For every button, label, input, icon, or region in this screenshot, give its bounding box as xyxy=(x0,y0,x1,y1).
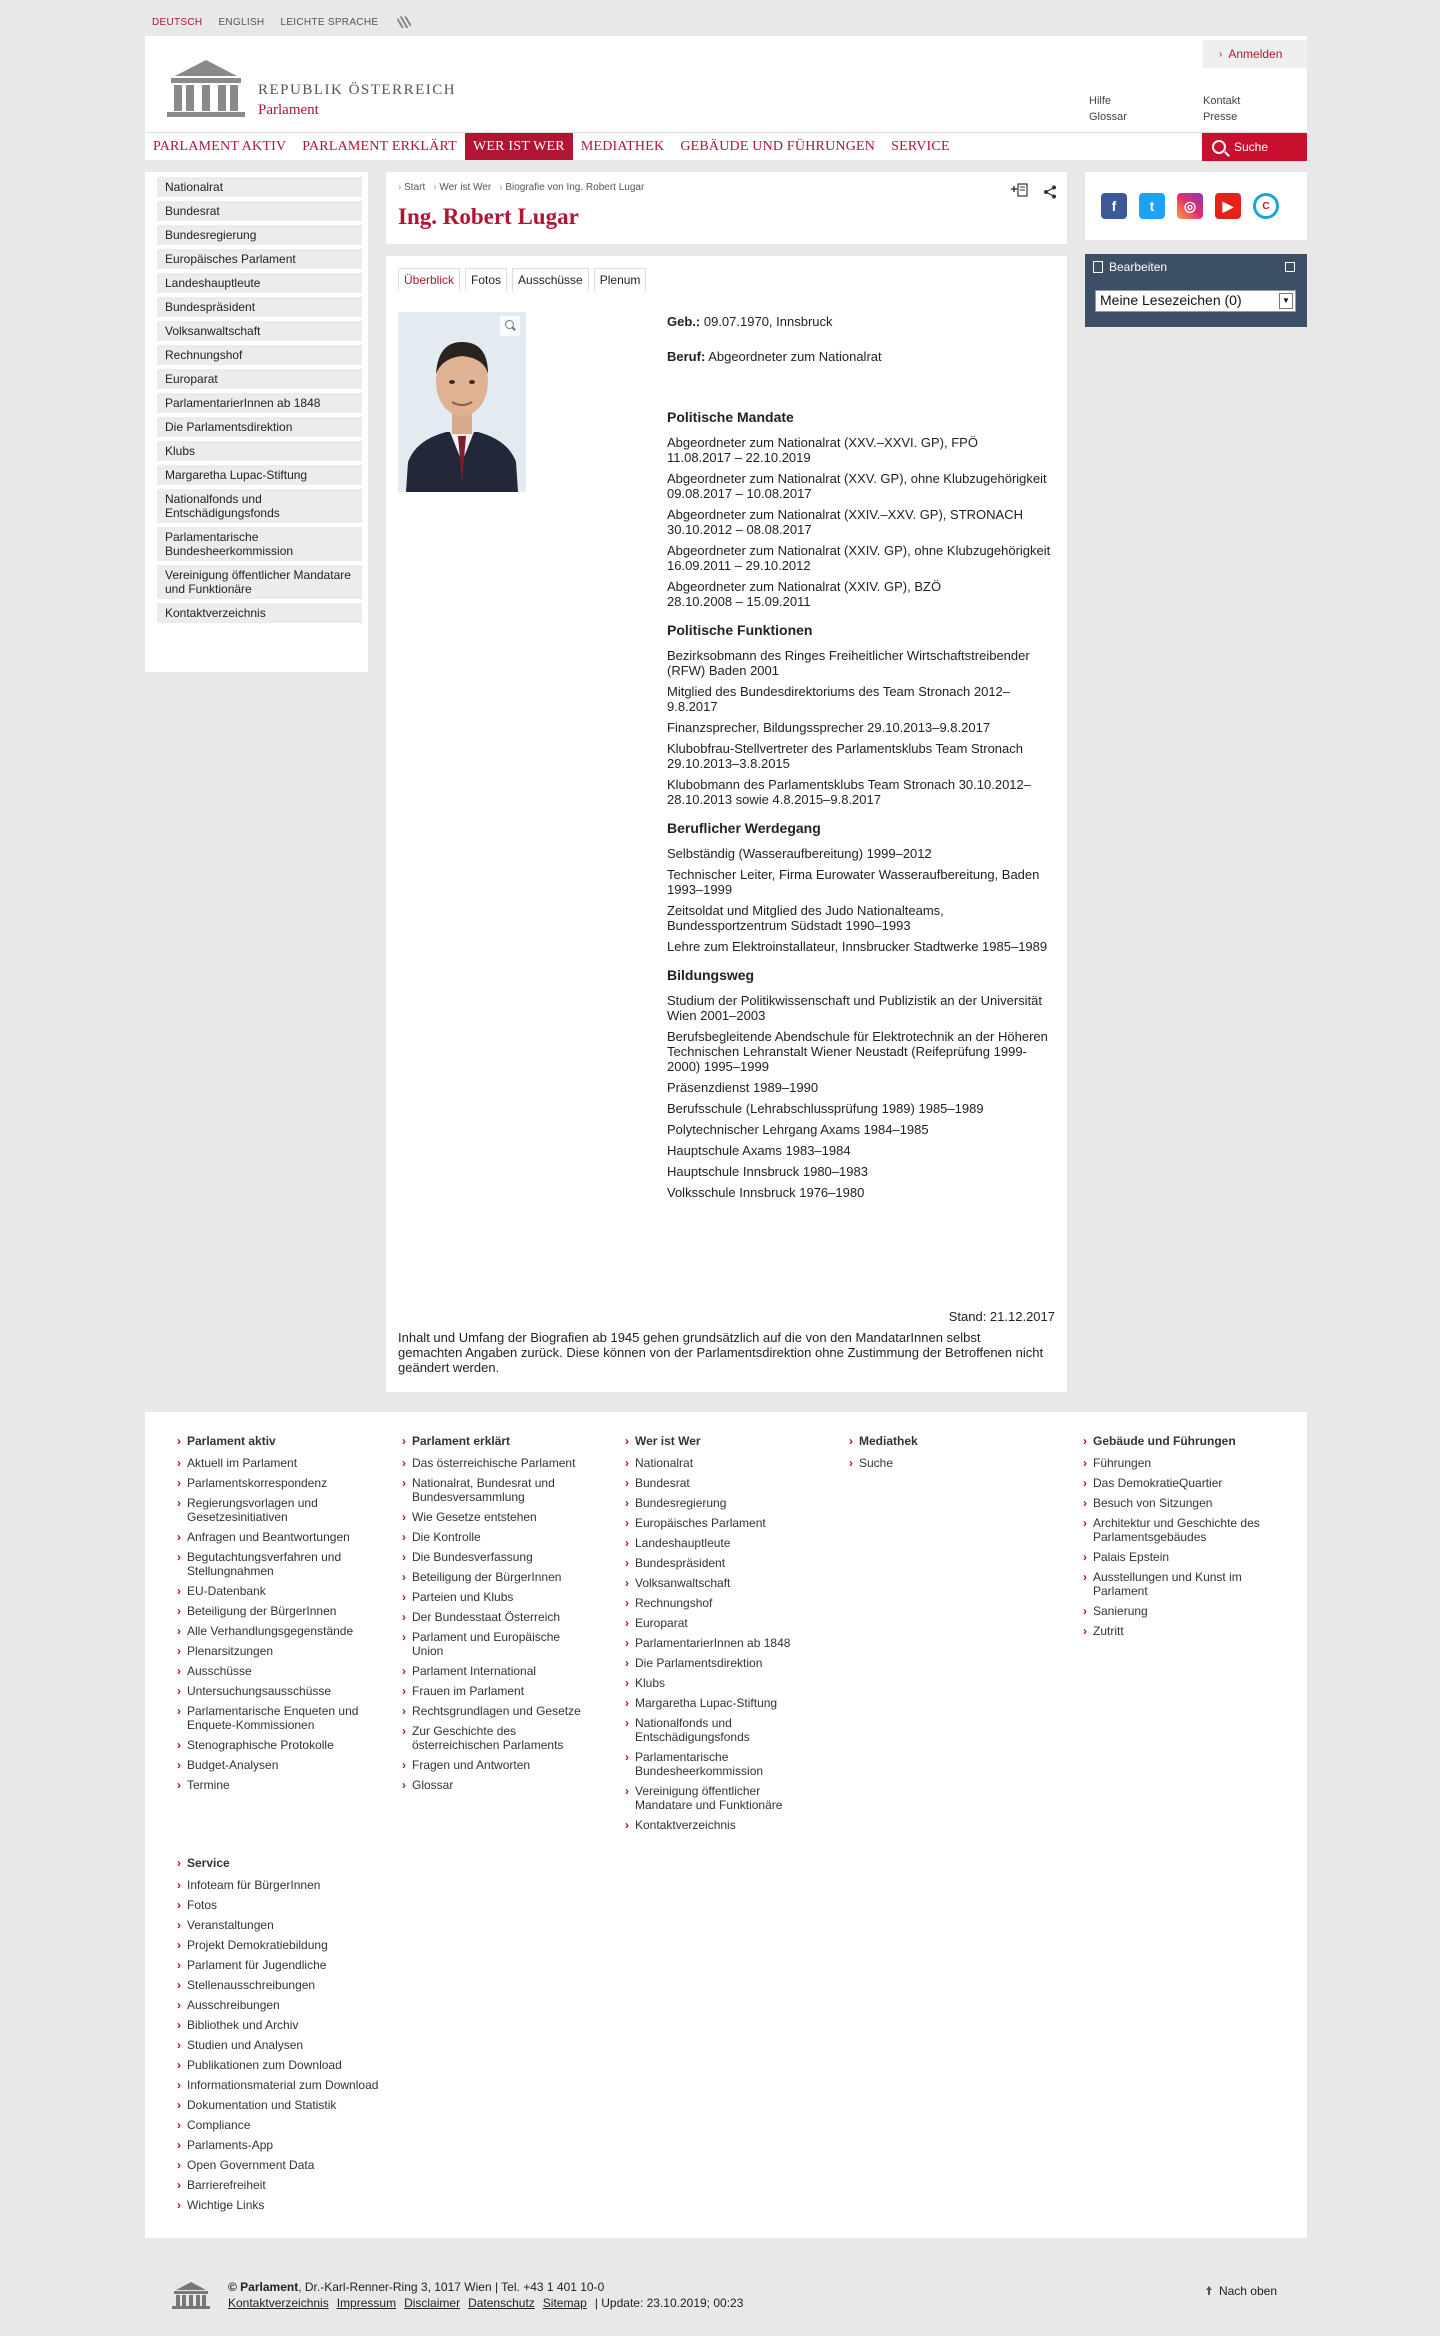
sidebar-item-kontakt[interactable]: Kontaktverzeichnis xyxy=(157,603,362,623)
list-item: Selbständig (Wasseraufbereitung) 1999–2012 xyxy=(667,846,932,861)
sitemap-link[interactable]: › Bundesregierung xyxy=(635,1496,815,1510)
add-bookmark-icon[interactable] xyxy=(1011,182,1029,198)
list-item: Berufsbegleitende Abendschule für Elektrotechnik an der Höheren Technischen Lehranstalt Wiener Neustadt (Reifeprüfung 1999-2000) 1995–1999 xyxy=(667,1029,1048,1074)
sitemap-link[interactable]: › Plenarsitzungen xyxy=(187,1644,387,1658)
bookmarks-panel xyxy=(1085,254,1307,327)
sidebar-item-bundesrat[interactable]: Bundesrat xyxy=(157,201,362,221)
arrow-up-icon xyxy=(1205,2286,1213,2296)
sitemap-link[interactable]: › Vereinigung öffentlicher Mandatare und Funktionäre xyxy=(635,1784,815,1812)
sitemap-link[interactable]: › Volksanwaltschaft xyxy=(635,1576,815,1590)
list-item: Abgeordneter zum Nationalrat (XXIV.–XXV. GP), STRONACH 30.10.2012 – 08.08.2017 xyxy=(667,507,1023,537)
sitemap-link[interactable]: › Besuch von Sitzungen xyxy=(1093,1496,1263,1510)
section-title: Politische Funktionen xyxy=(667,622,813,638)
sitemap-link[interactable]: › Rechtsgrundlagen und Gesetze xyxy=(412,1704,592,1718)
sitemap-heading[interactable]: › Service xyxy=(187,1856,427,1870)
sitemap-link[interactable]: › Bundespräsident xyxy=(635,1556,815,1570)
sidebar-item-bundesheerkommission[interactable]: Parlamentarische Bundesheerkommission xyxy=(157,527,362,561)
nav-parlament-erklaert[interactable]: PARLAMENT ERKLÄRT xyxy=(302,138,457,154)
nav-gebaeude[interactable]: GEBÄUDE UND FÜHRUNGEN xyxy=(680,138,876,154)
sitemap-link[interactable]: › Klubs xyxy=(635,1676,815,1690)
page-title: Ing. Robert Lugar xyxy=(398,204,579,229)
instagram-icon[interactable]: ◎ xyxy=(1177,193,1203,219)
sitemap-heading[interactable]: › Gebäude und Führungen xyxy=(1093,1434,1263,1448)
sitemap-link[interactable]: › Parlament und Europäische Union xyxy=(412,1630,592,1658)
sitemap-link[interactable]: › Ausschüsse xyxy=(187,1664,387,1678)
lang-english[interactable]: ENGLISH xyxy=(218,16,265,28)
sitemap-link[interactable]: › Wie Gesetze entstehen xyxy=(412,1510,592,1524)
list-item: Abgeordneter zum Nationalrat (XXIV. GP), BZÖ 28.10.2008 – 15.09.2011 xyxy=(667,579,942,609)
main-navigation xyxy=(145,132,1307,160)
footer-address: © Parlament, Dr.-Karl-Renner-Ring 3, 1017 Wien | Tel. +43 1 401 10-0 xyxy=(228,2280,605,2294)
zoom-icon[interactable] xyxy=(500,316,520,336)
sitemap-link[interactable]: › Führungen xyxy=(1093,1456,1263,1470)
sitemap-link[interactable]: › Fragen und Antworten xyxy=(412,1758,592,1772)
sitemap-link[interactable]: › Termine xyxy=(187,1778,387,1792)
sitemap-link[interactable]: › Parlament International xyxy=(412,1664,592,1678)
edit-header[interactable]: Bearbeiten xyxy=(1093,260,1167,274)
help-links xyxy=(1089,93,1127,125)
back-to-top-button[interactable]: Nach oben xyxy=(1205,2284,1277,2298)
sitemap-link[interactable]: › Ausstellungen und Kunst im Parlament xyxy=(1093,1570,1263,1598)
sitemap-link[interactable]: › Alle Verhandlungsgegenstände xyxy=(187,1624,387,1638)
list-item: Präsenzdienst 1989–1990 xyxy=(667,1080,819,1095)
sitemap-col-wer-ist-wer xyxy=(635,1434,815,1838)
sitemap-link[interactable]: › Das österreichische Parlament xyxy=(412,1456,592,1470)
tab-plenum[interactable]: Plenum xyxy=(594,268,647,291)
sidebar-item-rechnungshof[interactable]: Rechnungshof xyxy=(157,345,362,365)
search-button[interactable]: Suche xyxy=(1202,133,1307,161)
list-item: Finanzsprecher, Bildungssprecher 29.10.2013–9.8.2017 xyxy=(667,720,991,735)
sitemap-link[interactable]: › Zutritt xyxy=(1093,1624,1263,1638)
parliament-logo[interactable] xyxy=(161,56,251,118)
list-item: Bezirksobmann des Ringes Freiheitlicher Wirtschaftstreibender (RFW) Baden 2001 xyxy=(667,648,1030,678)
sidebar-item-vereinigung[interactable]: Vereinigung öffentlicher Mandatare und Funktionäre xyxy=(157,565,362,599)
sitemap-link[interactable]: › Rechnungshof xyxy=(635,1596,815,1610)
section-mandates xyxy=(667,410,1057,609)
sitemap-col-service xyxy=(187,1856,427,2218)
glossary-link[interactable]: Glossar xyxy=(1089,111,1127,123)
footer-link-sitemap[interactable]: Sitemap xyxy=(542,2296,587,2310)
content-header xyxy=(386,172,1067,244)
sitemap-col-parlament-aktiv xyxy=(187,1434,387,1798)
facebook-icon[interactable]: f xyxy=(1101,193,1127,219)
breadcrumb-wer-ist-wer[interactable]: › Wer ist Wer xyxy=(433,182,491,193)
list-item: Studium der Politikwissenschaft und Publizistik an der Universität Wien 2001–2003 xyxy=(667,993,1043,1023)
sitemap-link[interactable]: › Informationsmaterial zum Download xyxy=(187,2078,427,2092)
list-item: Zeitsoldat und Mitglied des Judo Nationalteams, Bundessportzentrum Südstadt 1990–1993 xyxy=(667,903,944,933)
sidebar-item-landeshauptleute[interactable]: Landeshauptleute xyxy=(157,273,362,293)
list-item: Klubobfrau-Stellvertreter des Parlamentsklubs Team Stronach 29.10.2013–3.8.2015 xyxy=(667,741,1023,771)
sitemap-link[interactable]: › Stellenausschreibungen xyxy=(187,1978,427,1992)
sitemap-link[interactable]: › Bibliothek und Archiv xyxy=(187,2018,427,2032)
list-item: Lehre zum Elektroinstallateur, Innsbrucker Stadtwerke 1985–1989 xyxy=(667,939,1048,954)
chevron-right-icon: › xyxy=(1219,48,1223,60)
sidebar-item-europarat[interactable]: Europarat xyxy=(157,369,362,389)
list-item: Abgeordneter zum Nationalrat (XXV.–XXVI. GP), FPÖ 11.08.2017 – 22.10.2019 xyxy=(667,435,978,465)
sidebar-item-volksanwaltschaft[interactable]: Volksanwaltschaft xyxy=(157,321,362,341)
sitemap-link[interactable]: › Projekt Demokratiebildung xyxy=(187,1938,427,1952)
list-item: Volksschule Innsbruck 1976–1980 xyxy=(667,1185,865,1200)
sitemap-link[interactable]: › Das DemokratieQuartier xyxy=(1093,1476,1263,1490)
sitemap-link[interactable]: › Open Government Data xyxy=(187,2158,427,2172)
press-link[interactable]: Presse xyxy=(1203,111,1238,123)
list-item: Technischer Leiter, Firma Eurowater Wasseraufbereitung, Baden 1993–1999 xyxy=(667,867,1040,897)
list-item: Hauptschule Axams 1983–1984 xyxy=(667,1143,851,1158)
sitemap-heading[interactable]: › Parlament aktiv xyxy=(187,1434,387,1448)
sitemap-link[interactable]: › ParlamentarierInnen ab 1848 xyxy=(635,1636,815,1650)
sitemap-link[interactable]: › Regierungsvorlagen und Gesetzesinitiativen xyxy=(187,1496,387,1524)
sitemap-link[interactable]: › Nationalrat xyxy=(635,1456,815,1470)
nav-mediathek[interactable]: MEDIATHEK xyxy=(580,138,665,154)
bio-tabs xyxy=(398,268,646,291)
biography-info xyxy=(667,314,1057,1206)
lang-german[interactable]: DEUTSCH xyxy=(152,16,203,28)
disclaimer-note: Inhalt und Umfang der Biografien ab 1945 gehen grundsätzlich auf die von den MandatarInnen selbst gemachten Angaben zurück. Diese können von der Parlamentsdirektion ohne Zustimmung der Betroffenen nicht geändert werden. xyxy=(398,1330,1044,1375)
sidebar-item-bundesregierung[interactable]: Bundesregierung xyxy=(157,225,362,245)
section-career xyxy=(667,821,1057,954)
sitemap-link[interactable]: › Frauen im Parlament xyxy=(412,1684,592,1698)
sitemap-heading[interactable]: › Mediathek xyxy=(859,1434,999,1448)
sitemap-link[interactable]: › Parlamentarische Bundesheerkommission xyxy=(635,1750,815,1778)
sitemap-link[interactable]: › Compliance xyxy=(187,2118,427,2132)
sitemap-link[interactable]: › Landeshauptleute xyxy=(635,1536,815,1550)
tab-committees[interactable]: Ausschüsse xyxy=(512,268,589,291)
footer-link-disclaimer[interactable]: Disclaimer xyxy=(404,2296,461,2310)
section-education xyxy=(667,968,1057,1200)
sitemap-link[interactable]: › Kontaktverzeichnis xyxy=(635,1818,815,1832)
sitemap-link[interactable]: › Parlamentarische Enqueten und Enquete-Kommissionen xyxy=(187,1704,387,1732)
login-button[interactable]: › Anmelden xyxy=(1203,40,1307,68)
language-bar xyxy=(152,14,416,30)
sitemap-link[interactable]: › Infoteam für BürgerInnen xyxy=(187,1878,427,1892)
sidebar xyxy=(145,172,368,672)
page-footer xyxy=(145,2258,1307,2328)
sitemap-link[interactable]: › Europäisches Parlament xyxy=(635,1516,815,1530)
brand-subtitle: Parlament xyxy=(258,102,319,118)
birth-info: Geb.: 09.07.1970, Innsbruck xyxy=(667,314,833,329)
sitemap-link[interactable]: › Europarat xyxy=(635,1616,815,1630)
section-title: Bildungsweg xyxy=(667,967,755,983)
sitemap-link[interactable]: › Zur Geschichte des österreichischen Parlaments xyxy=(412,1724,592,1752)
list-item: Abgeordneter zum Nationalrat (XXIV. GP), ohne Klubzugehörigkeit 16.09.2011 – 29.10.2012 xyxy=(667,543,1051,573)
contact-links xyxy=(1203,93,1240,125)
sitemap-link[interactable]: › Barrierefreiheit xyxy=(187,2178,427,2192)
document-icon xyxy=(1093,261,1103,273)
sitemap-link[interactable]: › Sanierung xyxy=(1093,1604,1263,1618)
status-date: Stand: 21.12.2017 xyxy=(948,1309,1055,1324)
parliament-logo-small xyxy=(169,2280,213,2310)
sidebar-item-parlamentarier[interactable]: ParlamentarierInnen ab 1848 xyxy=(157,393,362,413)
sitemap-link[interactable]: › Die Parlamentsdirektion xyxy=(635,1656,815,1670)
sidebar-item-nationalfonds[interactable]: Nationalfonds und Entschädigungsfonds xyxy=(157,489,362,523)
help-link[interactable]: Hilfe xyxy=(1089,95,1112,107)
sitemap-col-gebaeude xyxy=(1093,1434,1263,1644)
sitemap-link[interactable]: › Publikationen zum Download xyxy=(187,2058,427,2072)
brand-title: REPUBLIK ÖSTERREICH xyxy=(258,82,457,98)
footer-links xyxy=(228,2296,743,2310)
share-icon[interactable] xyxy=(1043,185,1057,199)
sitemap-link[interactable]: › Beteiligung der BürgerInnen xyxy=(412,1570,592,1584)
sitemap-link[interactable]: › Bundesrat xyxy=(635,1476,815,1490)
sidebar-item-parlamentsdirektion[interactable]: Die Parlamentsdirektion xyxy=(157,417,362,437)
list-item: Mitglied des Bundesdirektoriums des Team Stronach 2012–9.8.2017 xyxy=(667,684,1011,714)
sitemap-link[interactable]: › Nationalrat, Bundesrat und Bundesversammlung xyxy=(412,1476,592,1504)
sitemap-col-mediathek xyxy=(859,1434,999,1476)
sitemap-link[interactable]: › Margaretha Lupac-Stiftung xyxy=(635,1696,815,1710)
sitemap-link[interactable]: › Der Bundesstaat Österreich xyxy=(412,1610,592,1624)
sitemap-link[interactable]: › Wichtige Links xyxy=(187,2198,427,2212)
sitemap-heading[interactable]: › Parlament erklärt xyxy=(412,1434,592,1448)
sitemap-link[interactable]: › Parteien und Klubs xyxy=(412,1590,592,1604)
sitemap-link[interactable]: › Dokumentation und Statistik xyxy=(187,2098,427,2112)
biography-panel xyxy=(386,256,1067,1392)
footer-update: | Update: 23.10.2019; 00:23 xyxy=(594,2296,744,2310)
youtube-icon[interactable]: ▶ xyxy=(1215,193,1241,219)
nav-parlament-aktiv[interactable]: PARLAMENT AKTIV xyxy=(153,138,287,154)
tab-photos[interactable]: Fotos xyxy=(465,268,507,291)
sign-language-icon[interactable] xyxy=(394,14,416,30)
footer-link-kontakt[interactable]: Kontaktverzeichnis xyxy=(228,2296,329,2310)
nav-wer-ist-wer[interactable]: WER IST WER xyxy=(465,133,573,160)
sitemap-link[interactable]: › Architektur und Geschichte des Parlamentsgebäudes xyxy=(1093,1516,1263,1544)
parliament-app-icon[interactable]: C xyxy=(1253,193,1279,219)
sidebar-item-eu-parlament[interactable]: Europäisches Parlament xyxy=(157,249,362,269)
sitemap-link[interactable]: › Palais Epstein xyxy=(1093,1550,1263,1564)
section-title: Politische Mandate xyxy=(667,409,794,425)
sitemap-link[interactable]: › Veranstaltungen xyxy=(187,1918,427,1932)
list-item: Polytechnischer Lehrgang Axams 1984–1985 xyxy=(667,1122,929,1137)
footer-link-datenschutz[interactable]: Datenschutz xyxy=(468,2296,535,2310)
sitemap-link[interactable]: › Budget-Analysen xyxy=(187,1758,387,1772)
sitemap-link[interactable]: › Beteiligung der BürgerInnen xyxy=(187,1604,387,1618)
sitemap-link[interactable]: › Die Kontrolle xyxy=(412,1530,592,1544)
twitter-icon[interactable]: t xyxy=(1139,193,1165,219)
portrait-photo[interactable] xyxy=(398,312,526,492)
sidebar-item-lupac[interactable]: Margaretha Lupac-Stiftung xyxy=(157,465,362,485)
chevron-down-icon: ▼ xyxy=(1279,293,1293,309)
bookmarks-select[interactable]: Meine Lesezeichen (0) ▼ xyxy=(1095,290,1296,312)
section-functions xyxy=(667,623,1057,807)
sitemap-link[interactable]: › Begutachtungsverfahren und Stellungnahmen xyxy=(187,1550,387,1578)
sitemap-link[interactable]: › Fotos xyxy=(187,1898,427,1912)
lang-easy[interactable]: LEICHTE SPRACHE xyxy=(280,16,379,28)
breadcrumb-start[interactable]: › Start xyxy=(398,182,425,193)
sitemap-link[interactable]: › Parlamentskorrespondenz xyxy=(187,1476,387,1490)
list-item: Berufsschule (Lehrabschlussprüfung 1989) 1985–1989 xyxy=(667,1101,984,1116)
sitemap-link[interactable]: › EU-Datenbank xyxy=(187,1584,387,1598)
sitemap-link[interactable]: › Studien und Analysen xyxy=(187,2038,427,2052)
sitemap-link[interactable]: › Die Bundesverfassung xyxy=(412,1550,592,1564)
sitemap-link[interactable]: › Nationalfonds und Entschädigungsfonds xyxy=(635,1716,815,1744)
sitemap-link[interactable]: › Untersuchungsausschüsse xyxy=(187,1684,387,1698)
sitemap-link[interactable]: › Ausschreibungen xyxy=(187,1998,427,2012)
section-title: Beruflicher Werdegang xyxy=(667,820,821,836)
social-links xyxy=(1085,172,1307,240)
sidebar-item-klubs[interactable]: Klubs xyxy=(157,441,362,461)
sitemap-heading[interactable]: › Wer ist Wer xyxy=(635,1434,815,1448)
sitemap-link[interactable]: › Aktuell im Parlament xyxy=(187,1456,387,1470)
sitemap-col-parlament-erklaert xyxy=(412,1434,592,1798)
sitemap-link[interactable]: › Suche xyxy=(859,1456,999,1470)
footer-sitemap xyxy=(145,1412,1307,2238)
list-item: Abgeordneter zum Nationalrat (XXV. GP), ohne Klubzugehörigkeit 09.08.2017 – 10.08.2017 xyxy=(667,471,1047,501)
sidebar-item-nationalrat[interactable]: Nationalrat xyxy=(157,177,362,197)
sitemap-link[interactable]: › Glossar xyxy=(412,1778,592,1792)
breadcrumb xyxy=(398,182,644,193)
sitemap-link[interactable]: › Stenographische Protokolle xyxy=(187,1738,387,1752)
tab-overview[interactable]: Überblick xyxy=(398,268,460,291)
sitemap-link[interactable]: › Anfragen und Beantwortungen xyxy=(187,1530,387,1544)
list-item: Hauptschule Innsbruck 1980–1983 xyxy=(667,1164,868,1179)
nav-service[interactable]: SERVICE xyxy=(891,138,950,154)
contact-link[interactable]: Kontakt xyxy=(1203,95,1241,107)
sidebar-item-bundespraesident[interactable]: Bundespräsident xyxy=(157,297,362,317)
breadcrumb-current: › Biografie von Ing. Robert Lugar xyxy=(499,182,644,193)
list-item: Klubobmann des Parlamentsklubs Team Stronach 30.10.2012–28.10.2013 sowie 4.8.2015–9.8.2017 xyxy=(667,777,1031,807)
info-icon[interactable] xyxy=(1285,262,1295,272)
job-info: Beruf: Abgeordneter zum Nationalrat xyxy=(667,349,882,364)
sitemap-link[interactable]: › Parlaments-App xyxy=(187,2138,427,2152)
footer-link-impressum[interactable]: Impressum xyxy=(336,2296,397,2310)
sitemap-link[interactable]: › Parlament für Jugendliche xyxy=(187,1958,427,1972)
search-icon xyxy=(1212,140,1226,154)
